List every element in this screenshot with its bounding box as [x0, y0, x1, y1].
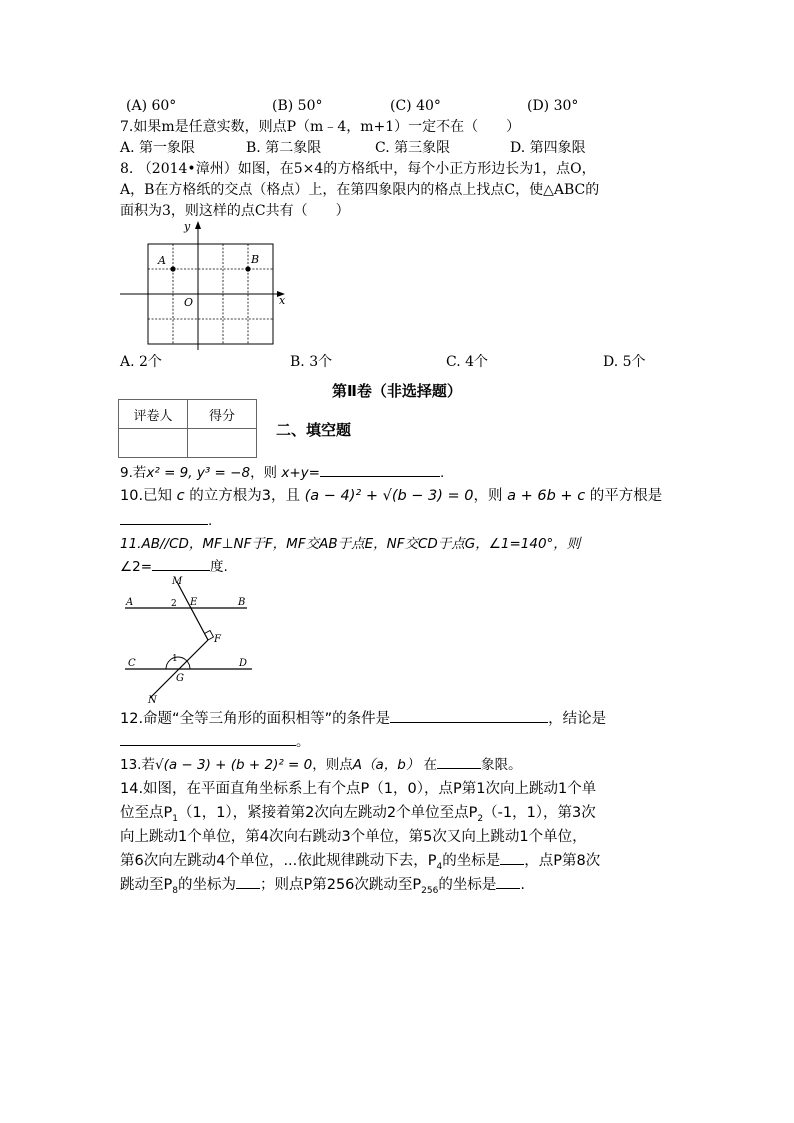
- label-a: A: [158, 254, 166, 267]
- grader-cell[interactable]: [119, 429, 188, 458]
- q13-point: A（a，b）: [352, 757, 420, 773]
- q9-mid: ，则: [250, 465, 278, 481]
- q7-stem: 7.如果m是任意实数，则点P（m﹣4，m+1）一定不在（ ）: [120, 119, 521, 135]
- q10-question: 的平方根是: [589, 488, 663, 504]
- q14-l2a: 位至点P: [120, 805, 173, 821]
- part-two-heading: 二、填空题: [276, 421, 352, 439]
- q14-l5d: 的坐标是: [438, 877, 497, 893]
- q13-formula: √(a − 3) + (b + 2)² = 0: [154, 757, 313, 773]
- angle-1-arc: [166, 657, 190, 669]
- q13: [120, 754, 522, 775]
- q10-var-c: c: [176, 488, 185, 504]
- label-f: F: [214, 634, 221, 645]
- q6-option-b: (B) 50°: [272, 98, 323, 114]
- q11-unit: 度.: [210, 559, 228, 575]
- label-e: E: [190, 597, 198, 608]
- q14-p256-blank[interactable]: [496, 874, 520, 889]
- q10-condition: 的立方根为3，且: [189, 488, 300, 504]
- label-y: y: [184, 220, 191, 233]
- q6-option-c: (C) 40°: [390, 98, 441, 114]
- q7-option-b: B. 第二象限: [246, 140, 322, 156]
- q14-line-4: [120, 849, 600, 873]
- label-x: x: [279, 294, 286, 307]
- q14-line-2: [120, 801, 596, 825]
- q9-answer-blank[interactable]: [320, 462, 440, 477]
- q14-sub-256: 256: [421, 885, 439, 896]
- label-n: N: [148, 695, 157, 706]
- q13-end: 象限。: [481, 757, 522, 773]
- q10-mid: ，则: [473, 488, 503, 504]
- q14-l2c: （-1，1），第3次: [483, 805, 596, 821]
- q10-expression: a + 6b + c: [507, 488, 586, 504]
- q9-expression: x+y=: [281, 465, 320, 481]
- q8-option-b: B. 3个: [290, 354, 333, 370]
- q14-line-3: 向上跳动1个单位，第4次向右跳动3个单位，第5次又向上跳动1个单位，: [120, 829, 587, 845]
- section-title: 第Ⅱ卷（非选择题）: [332, 382, 462, 400]
- q11-line-1: 11.AB//CD，MF⊥NF于F，MF交AB于点E，NF交CD于点G，∠1=140°，则: [120, 536, 581, 552]
- point-a: [170, 266, 175, 271]
- q6-option-a: (A) 60°: [126, 98, 177, 114]
- score-cell[interactable]: [188, 429, 257, 458]
- q13-answer-blank[interactable]: [437, 754, 481, 769]
- q12-condition-blank[interactable]: [390, 708, 548, 723]
- label-d: D: [239, 658, 248, 669]
- q14-sub-1: 1: [172, 813, 178, 824]
- q10-end: .: [208, 513, 213, 529]
- q9-prefix: 9.若: [120, 465, 147, 481]
- segment-mf: [177, 582, 208, 640]
- label-m: M: [172, 576, 183, 587]
- q14-l5c: ；则点P第256次跳动至P: [259, 877, 422, 893]
- q14-sub-4: 4: [436, 861, 443, 872]
- q7-option-d: D. 第四象限: [510, 140, 586, 156]
- q10-formula: (a − 4)² + √(b − 3) = 0: [304, 488, 474, 504]
- q10-prefix: 10.已知: [120, 488, 173, 504]
- q12-conclusion-blank[interactable]: [120, 731, 296, 746]
- q12-condition-text: 12.命题“全等三角形的面积相等”的条件是: [120, 711, 391, 727]
- q14-l5e: .: [520, 877, 525, 893]
- q8-grid-figure: [118, 218, 288, 354]
- q12-conclusion-text: ，结论是: [548, 711, 607, 727]
- label-b2: B: [238, 597, 246, 608]
- q14-p8-blank[interactable]: [236, 874, 260, 889]
- q14-l5b: 的坐标为: [177, 877, 236, 893]
- q8-option-d: D. 5个: [603, 354, 646, 370]
- label-o: O: [184, 296, 194, 309]
- q13-in: 在: [423, 757, 438, 773]
- q8-option-c: C. 4个: [446, 354, 489, 370]
- q14-sub-8: 8: [172, 885, 178, 896]
- q10-line-1: [120, 486, 662, 506]
- q14-p4-blank[interactable]: [500, 850, 524, 865]
- point-b: [245, 266, 250, 271]
- label-a2: A: [126, 597, 134, 608]
- q9: [120, 462, 444, 483]
- q11-answer-blank[interactable]: [152, 556, 210, 571]
- label-b: B: [251, 253, 260, 266]
- q14-line-1: 14.如图，在平面直角坐标系上有个点P（1，0），点P第1次向上跳动1个单: [120, 781, 597, 797]
- score-header: 得分: [188, 400, 257, 429]
- label-g: G: [176, 673, 184, 684]
- q7-option-c: C. 第三象限: [375, 140, 451, 156]
- q6-option-d: (D) 30°: [527, 98, 579, 114]
- q8-line-2: A，B在方格纸的交点（格点）上，在第四象限内的格点上找点C，使△ABC的: [120, 182, 600, 198]
- q14-l4b: 的坐标是: [442, 853, 501, 869]
- q9-end: .: [439, 465, 445, 481]
- q8-line-3: 面积为3，则这样的点C共有（ ）: [120, 203, 350, 219]
- q14-l5a: 跳动至P: [120, 877, 173, 893]
- q7-option-a: A. 第一象限: [120, 140, 196, 156]
- label-c: C: [128, 658, 136, 669]
- q8-option-a: A. 2个: [120, 354, 162, 370]
- q12-end: 。: [296, 734, 310, 750]
- q13-mid: ，则点: [312, 757, 353, 773]
- y-axis-arrow: [195, 221, 201, 229]
- label-2: 2: [171, 599, 177, 609]
- q12-line-1: [120, 708, 606, 729]
- q14-l4c: ，点P第8次: [524, 853, 601, 869]
- q11-angle-label: ∠2=: [120, 559, 153, 575]
- q14-l2b: （1，1），紧接着第2次向左跳动2个单位至点P: [177, 805, 478, 821]
- label-1: 1: [172, 654, 178, 664]
- q9-formula: x² = 9, y³ = −8: [146, 465, 251, 481]
- grader-header: 评卷人: [119, 400, 188, 429]
- q10-answer-blank[interactable]: [120, 510, 208, 525]
- q10-line-2: [120, 510, 212, 531]
- q11-parallel-lines-figure: [120, 574, 265, 706]
- q8-line-1: 8. （2014•漳州）如图，在5×4的方格纸中，每个小正方形边长为1，点O，: [120, 161, 596, 177]
- q12-line-2: [120, 731, 310, 752]
- q14-l4a: 第6次向左跳动4个单位，...依此规律跳动下去，P: [120, 853, 437, 869]
- q13-prefix: 13.若: [120, 757, 155, 773]
- q14-line-5: [120, 873, 525, 897]
- score-table: [118, 399, 257, 458]
- q14-sub-2: 2: [477, 813, 484, 824]
